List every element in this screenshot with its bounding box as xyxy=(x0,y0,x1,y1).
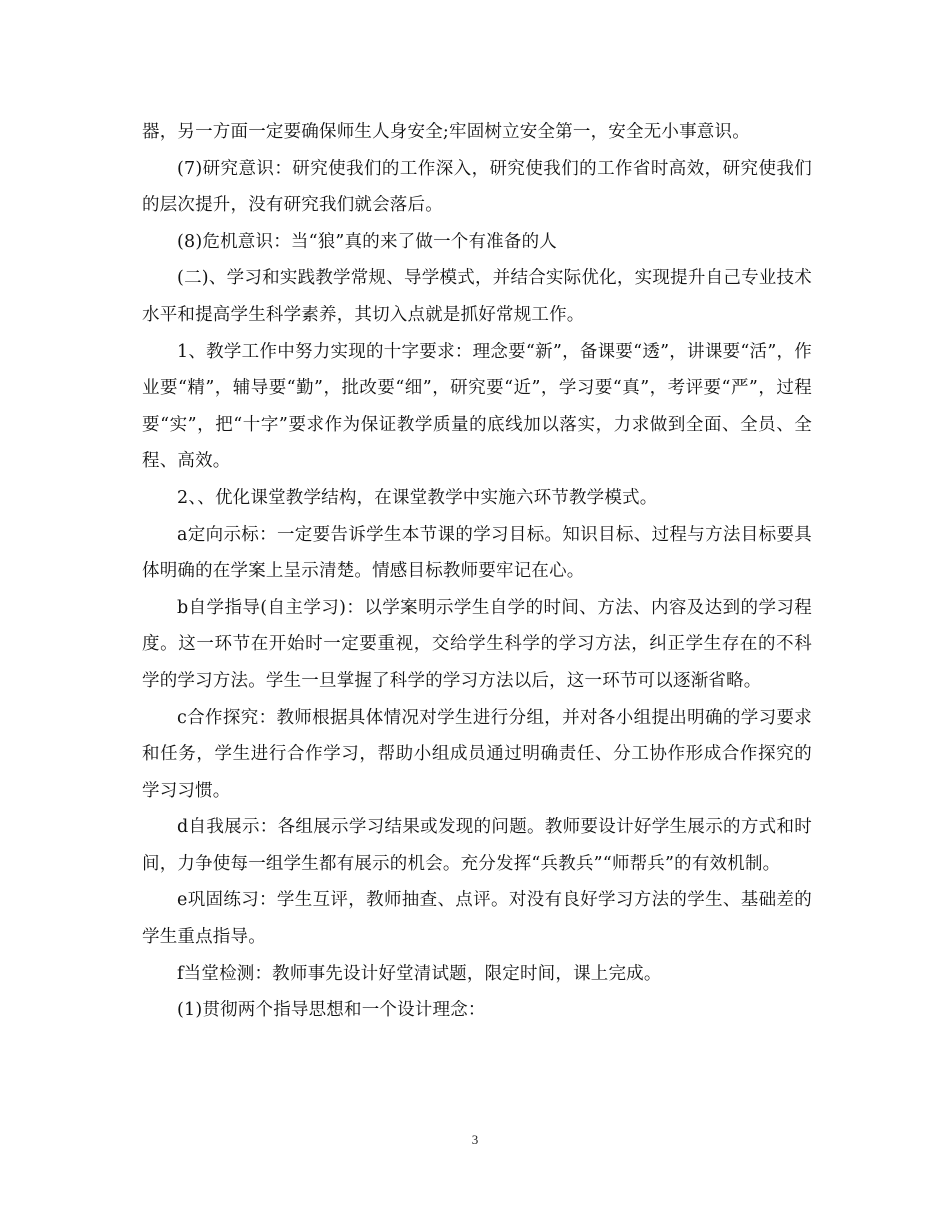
paragraph-step-a: a定向示标：一定要告诉学生本节课的学习目标。知识目标、过程与方法目标要具体明确的在学案上呈示清楚。情感目标教师要牢记在心。 xyxy=(142,524,812,582)
page-number: 3 xyxy=(471,1132,479,1147)
paragraph-guiding-ideas: (1)贯彻两个指导思想和一个设计理念： xyxy=(177,1000,486,1021)
paragraph-continuation: 器，另一方面一定要确保师生人身安全;牢固树立安全第一，安全无小事意识。 xyxy=(142,122,750,142)
paragraph-step-b: b自学指导(自主学习)：以学案明示学生自学的时间、方法、内容及达到的学习程度。这一环节在开始时一定要重视，交给学生科学的学习方法，纠正学生存在的不科学的学习方法。学生一旦掌握了科学的学习方法以后，这一环节可以逐渐省略。 xyxy=(142,597,812,691)
paragraph-crisis-awareness: (8)危机意识：当“狼”真的来了做一个有准备的人 xyxy=(177,231,557,252)
paragraph-step-d: d自我展示：各组展示学习结果或发现的问题。教师要设计好学生展示的方式和时间，力争使每一组学生都有展示的机会。充分发挥“兵教兵”“师帮兵”的有效机制。 xyxy=(142,817,812,874)
paragraph-step-f: f当堂检测：教师事先设计好堂清试题，限定时间，课上完成。 xyxy=(177,963,662,984)
paragraph-research-awareness: (7)研究意识：研究使我们的工作深入，研究使我们的工作省时高效，研究使我们的层次提升，没有研究我们就会落后。 xyxy=(142,158,812,216)
paragraph-step-c: c合作探究：教师根据具体情况对学生进行分组，并对各小组提出明确的学习要求和任务，学生进行合作学习，帮助小组成员通过明确责任、分工协作形成合作探究的学习习惯。 xyxy=(142,707,812,801)
paragraph-section-two: (二)、学习和实践教学常规、导学模式，并结合实际优化，实现提升自己专业技术水平和提高学生科学素养，其切入点就是抓好常规工作。 xyxy=(142,268,812,325)
paragraph-ten-requirements: 1、教学工作中努力实现的十字要求：理念要“新”，备课要“透”，讲课要“活”，作业要“精”，辅导要“勤”，批改要“细”，研究要“近”，学习要“真”，考评要“严”，过程要“实”，把“十字”要求作为保证教学质量的底线加以落实，力求做到全面、全员、全程、高效。 xyxy=(142,341,812,472)
paragraph-step-e: e巩固练习：学生互评，教师抽查、点评。对没有良好学习方法的学生、基础差的学生重点指导。 xyxy=(142,890,812,948)
document-body xyxy=(142,114,812,1029)
paragraph-six-step-model: 2、、优化课堂教学结构，在课堂教学中实施六环节教学模式。 xyxy=(177,487,658,508)
